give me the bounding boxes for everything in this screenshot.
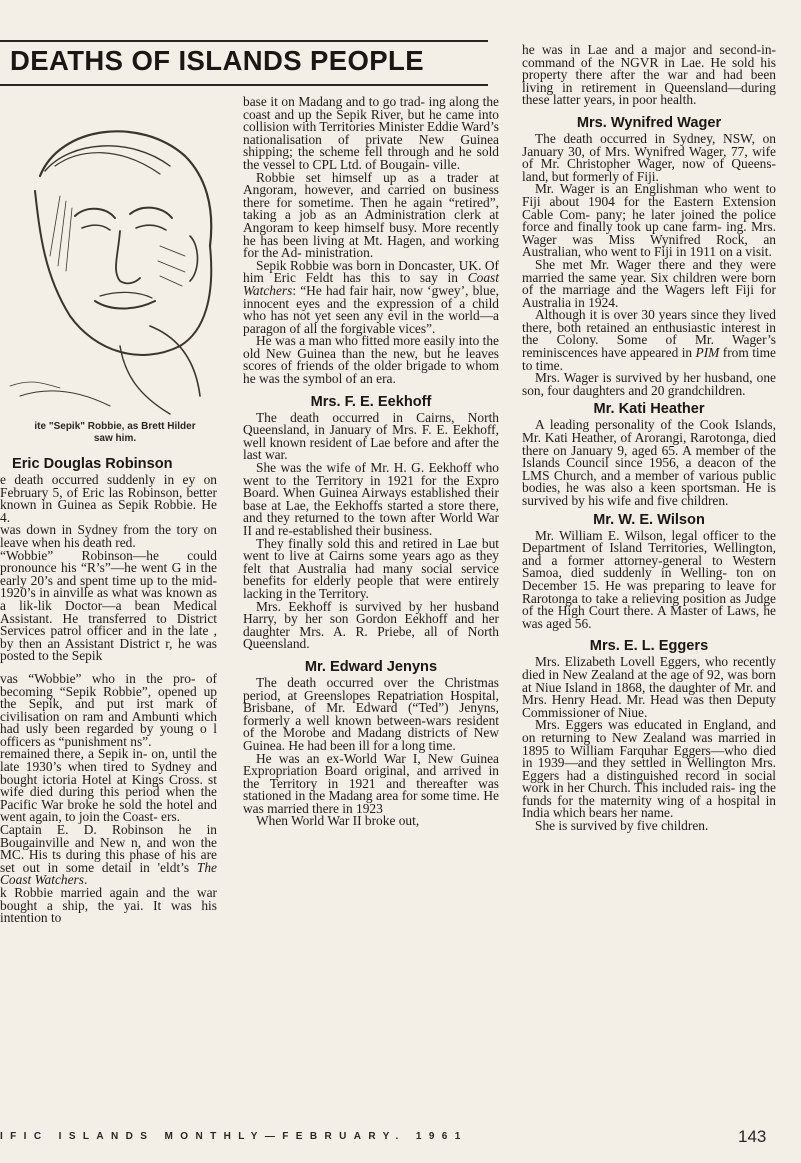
paragraph: Mrs. Elizabeth Lovell Eggers, who recently died in New Zealand at the age of 92, was born at Niue Island in 1868, the daughter of Mr. and Mrs. Henry Head. Mr. Head was then Deputy Commissioner of Niue.: [522, 654, 776, 720]
paragraph: She met Mr. Wager there and they were married the same year. Six children were born of the marriage and the Wagers left Fiji for Australia in 1924.: [522, 256, 776, 310]
paragraph: He was an ex-World War I, New Guinea Expropriation Board original, and arrived in the Territory in 1921 and thereafter was stationed in the Madang area for some time. He was married there in 1923: [243, 750, 499, 816]
book-title: Coast Watchers: [243, 270, 499, 298]
paragraph: When World War II broke out,: [256, 813, 420, 829]
book-title: The Coast Watchers: [0, 859, 217, 888]
paragraph: e death occurred suddenly in ey on February 5, of Eric las Robinson, better known in Guinea as Sepik Robbie. He 4.: [0, 472, 217, 525]
footer-masthead: IFIC ISLANDS MONTHLY—FEBRUARY. 1961: [0, 1131, 468, 1142]
paragraph: remained there, a Sepik in- on, until the late 1930’s when tired to Sydney and bought ictoria Hotel at Kings Cross. st wife died during this period when the Pacific War broke he sold the hotel and went again, to join the Coast- ers.: [0, 746, 217, 825]
eekhoff-heading: Mrs. F. E. Eekhoff: [310, 393, 432, 410]
paragraph: The death occurred in Sydney, NSW, on January 30, of Mrs. Wynifred Wager, 77, wife of Mr. Christopher Wager, now of Queens- land, but formerly of Fiji.: [522, 130, 776, 184]
headline-banner: [0, 40, 488, 86]
paragraph: [243, 257, 499, 336]
paragraph: [0, 824, 217, 887]
paragraph: A leading personality of the Cook Islands, Mr. Kati Heather, of Arorangi, Rarotonga, died there on January 9, aged 65. A member of the Islands Council since 1956, a deacon of the LMS Church, and a member of various public bodies, he was also a keen sportsman. He is survived by his wife and five children.: [522, 417, 776, 508]
paragraph: Mrs. Eggers was educated in England, and on returning to New Zealand was married in 1895 to William Farquhar Eggers—who died in 1939—and they settled in Wellington Mrs. Eggers had a distinguished record in social work in her Church. This included rais- ing the funds for the maternity wing of a hospital in India which bears her name.: [522, 717, 776, 821]
paragraph: he was in Lae and a major and second-in-command of the NGVR in Lae. He sold his property there after the war and had been living in retirement in Queensland—during these latter years, in poor health.: [522, 42, 776, 108]
wilson-heading: Mr. W. E. Wilson: [593, 511, 705, 528]
paragraph: Mr. Wager is an Englishman who went to Fiji about 1904 for the Eastern Extension Cable Com- pany; he later joined the police force and finally took up cane farm- ing. Mrs. Wager was Miss Wynifred Rock, an Australian, who went to Fiji in 1911 on a visit.: [522, 181, 776, 260]
paragraph: They finally sold this and retired in Lae but went to live at Cairns some years ago as they felt that Australia had many social service benefits for elderly people that were entirely lacking in the Territory.: [243, 535, 499, 601]
text-run: Captain E. D. Robinson he in Bougainville and New n, and won the MC. His ts during this phase of his are set out in some detail in 'eldt’s: [0, 822, 217, 875]
paragraph: was down in Sydney from the tory on leave when his death red.: [0, 522, 217, 550]
paragraph: The death occurred in Cairns, North Queensland, in January of Mrs. F. E. Eekhoff, well known resident of Lae before and after the last war.: [243, 409, 499, 463]
paragraph: Mrs. Wager is survived by her husband, one son, four daughters and 20 grandchildren.: [522, 370, 776, 398]
paragraph: [522, 309, 776, 372]
paragraph: base it on Madang and to go trad- ing along the coast and up the Sepik River, but he came into collision with Territories Minister Eddie Ward’s nationalisation of private New Guinea shipping; the scheme fell through and he sold the vessel to CPL Ltd. of Bougain- ville.: [243, 94, 499, 172]
portrait-sketch-icon: [0, 96, 230, 416]
text-run: : “He had fair hair, now ‘gwey’, blue, innocent eyes and the expression of a child who has not yet seen any evil in the world—a paragon of all the forgivable vices”.: [243, 282, 499, 336]
text-run: .: [83, 872, 88, 888]
caption-line: ite "Sepik" Robbie, as Brett Hilder: [34, 421, 196, 432]
wager-heading: Mrs. Wynifred Wager: [576, 114, 722, 131]
paragraph: Mr. William E. Wilson, legal officer to the Department of Island Territories, Wellington, and a former attorney-general to Western Samoa, died suddenly in Welling- ton on December 15. He was preparing to leave for Rarotonga to take a relieving position as Judge of the High Court there. A Master of Laws, he was aged 56.: [522, 527, 776, 631]
paragraph: Robbie set himself up as a trader at Angoram, however, and carried on business there for sometime. Then he again “retired”, taking a job as an Administration clerk at Angoram to keep himself busy. More recently he has been living at Mt. Hagen, and working for the Ad- ministration.: [243, 169, 499, 261]
column-two: [243, 96, 499, 828]
column-three: [522, 44, 776, 833]
portrait-caption: [0, 421, 230, 445]
caption-line: saw him.: [93, 433, 137, 444]
paragraph: Mrs. Eekhoff is survived by her husband Harry, by her son Gordon Eekhoff and her daughter Mrs. A. R. Priebe, all of North Queensland.: [243, 598, 499, 652]
paragraph: vas “Wobbie” who in the pro- of becoming “Sepik Robbie”, opened up the Sepik, and put irst mark of civilisation on ram and Ambunti which had usly been regarded by young o l officers as “punishment ns”.: [0, 670, 217, 749]
eggers-heading: Mrs. E. L. Eggers: [589, 638, 709, 655]
paragraph: “Wobbie” Robinson—he could pronounce his “R’s”—he went G in the early 20’s and spent time up to the mid-1920’s in ainville as what was known as a lik-lik Doctor—a bean Medical Assistant. He transferred to District Services patrol officer and in the late , by then an Assistant District r, he was posted to the Sepik: [0, 547, 217, 664]
robinson-heading: Eric Douglas Robinson: [12, 456, 173, 472]
paragraph: k Robbie married again and the war bought a ship, the yai. It was his intention to: [0, 885, 217, 925]
jenyns-heading: Mr. Edward Jenyns: [304, 658, 438, 675]
paragraph: She was the wife of Mr. H. G. Eekhoff who went to the Territory in 1921 for the Expro Board. When Guinea Airways established their base at Lae, the Eekhoffs started a store there, and they returned to the town after World War II and re-established their business.: [243, 460, 499, 538]
text-run: from time to time.: [522, 345, 776, 373]
heather-heading: Mr. Kati Heather: [593, 401, 705, 418]
page-number: 143: [738, 1127, 767, 1146]
paragraph: The death occurred over the Christmas period, at Greenslopes Repatriation Hospital, Brisbane, of Mr. Edward (“Ted”) Jenyns, formerly a well known between-wars resident of the Morobe and Madang districts of New Guinea. He had been ill for a long time.: [243, 674, 499, 753]
page-title: DEATHS OF ISLANDS PEOPLE: [10, 45, 424, 76]
paragraph: She is survived by five children.: [535, 818, 709, 834]
text-run: Although it is over 30 years since they lived there, both retained an enthusiastic interest in the Colony. Some of Mr. Wager’s reminiscences have appeared in: [522, 307, 776, 361]
paragraph: He was a man who fitted more easily into the old New Guinea than the new, but he leaves scores of friends of the older brigade to whom he was the symbol of an era.: [243, 333, 499, 387]
column-one: [0, 452, 217, 925]
magazine-title: PIM: [695, 345, 720, 361]
text-run: Sepik Robbie was born in Doncaster, UK. Of him Eric Feldt has this to say in: [243, 257, 499, 286]
portrait-illustration: [0, 96, 230, 416]
